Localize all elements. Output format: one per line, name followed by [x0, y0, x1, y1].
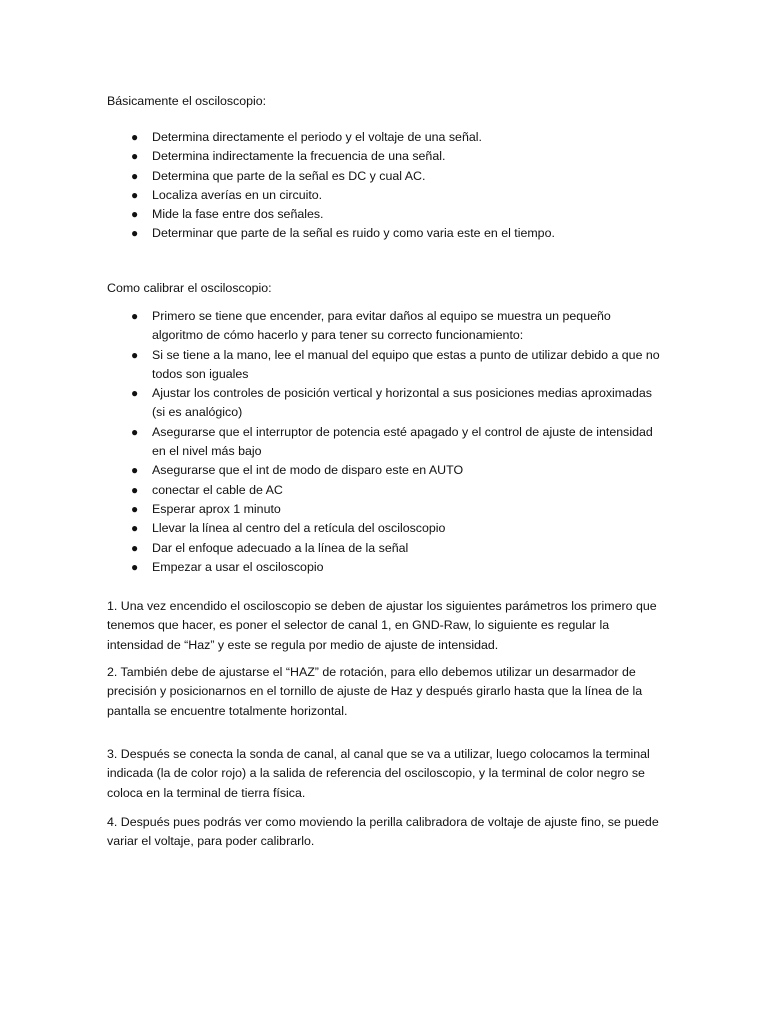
list-item: ● Empezar a usar el osciloscopio — [107, 558, 662, 577]
list-item: ● Determina que parte de la señal es DC y cual AC. — [107, 167, 662, 186]
list-item: ● Ajustar los controles de posición vertical y horizontal a sus posiciones medias aproximadas (si es analógico) — [131, 386, 652, 420]
bullet-icon: ● — [131, 521, 139, 536]
bullet-icon: ● — [131, 463, 139, 478]
paragraph-step-4: 4. Después pues podrás ver como moviendo la perilla calibradora de voltaje de ajuste fino, se puede variar el voltaje, para poder calibrarlo. — [107, 815, 659, 849]
bullet-icon: ● — [131, 149, 139, 164]
list-item: ● Mide la fase entre dos señales. — [107, 205, 662, 224]
section-heading-basics: Básicamente el osciloscopio: — [107, 94, 267, 108]
list-item: ● Si se tiene a la mano, lee el manual del equipo que estas a punto de utilizar debido a que no todos son iguales — [131, 347, 660, 381]
list-item: ● Determina directamente el periodo y el voltaje de una señal. — [107, 128, 662, 147]
list-item: ● Determina indirectamente la frecuencia de una señal. — [107, 147, 662, 166]
list-item: ● Asegurarse que el interruptor de potencia esté apagado y el control de ajuste de intensidad en el nivel más bajo — [131, 424, 653, 459]
bullet-icon: ● — [131, 501, 139, 516]
bullet-icon: ● — [131, 207, 139, 222]
list-item: ● Esperar aprox 1 minuto — [107, 500, 662, 519]
paragraph-step-2: 2. También debe de ajustarse el “HAZ” de rotación, para ello debemos utilizar un desarmador de precisión y posicionarnos en el tornillo de ajuste de Haz y después girarlo hasta que la línea de la pantalla se encuentre totalmente horizontal. — [107, 665, 643, 718]
section-heading-calibration: Como calibrar el osciloscopio: — [107, 281, 272, 295]
bullet-icon: ● — [131, 347, 139, 362]
list-item: ● Localiza averías en un circuito. — [107, 186, 662, 205]
bullet-icon: ● — [131, 309, 139, 323]
paragraph-step-3: 3. Después se conecta la sonda de canal, al canal que se va a utilizar, luego colocamos la terminal indicada (la de color rojo) a la salida de referencia del osciloscopio, y la terminal de color negro se coloca en la terminal de tierra física. — [107, 747, 650, 800]
calibration-list — [107, 307, 662, 577]
bullet-icon: ● — [131, 168, 139, 183]
list-item: ● Asegurarse que el int de modo de disparo este en AUTO — [107, 461, 662, 480]
list-item: ● Primero se tiene que encender, para evitar daños al equipo se muestra un pequeño algoritmo de cómo hacerlo y para tener su correcto funcionamiento: — [131, 309, 611, 343]
bullet-icon: ● — [131, 482, 139, 497]
bullet-icon: ● — [131, 130, 139, 144]
bullet-icon: ● — [131, 187, 139, 202]
bullet-icon: ● — [131, 226, 139, 241]
list-item: ● Llevar la línea al centro del a retícula del osciloscopio — [107, 519, 662, 538]
list-item: ● Dar el enfoque adecuado a la línea de la señal — [107, 539, 662, 558]
bullet-icon: ● — [131, 386, 139, 401]
bullet-icon: ● — [131, 424, 139, 439]
bullet-icon: ● — [131, 540, 139, 555]
list-item: ● conectar el cable de AC — [107, 481, 662, 500]
paragraph-step-1: 1. Una vez encendido el osciloscopio se deben de ajustar los siguientes parámetros los primero que tenemos que hacer, es poner el selector de canal 1, en GND-Raw, lo siguiente es regular la intensidad de “Haz” y este se regula por medio de ajuste de intensidad. — [107, 599, 657, 652]
basics-list — [107, 128, 662, 244]
bullet-icon: ● — [131, 559, 139, 574]
list-item: ● Determinar que parte de la señal es ruido y como varia este en el tiempo. — [107, 224, 662, 243]
